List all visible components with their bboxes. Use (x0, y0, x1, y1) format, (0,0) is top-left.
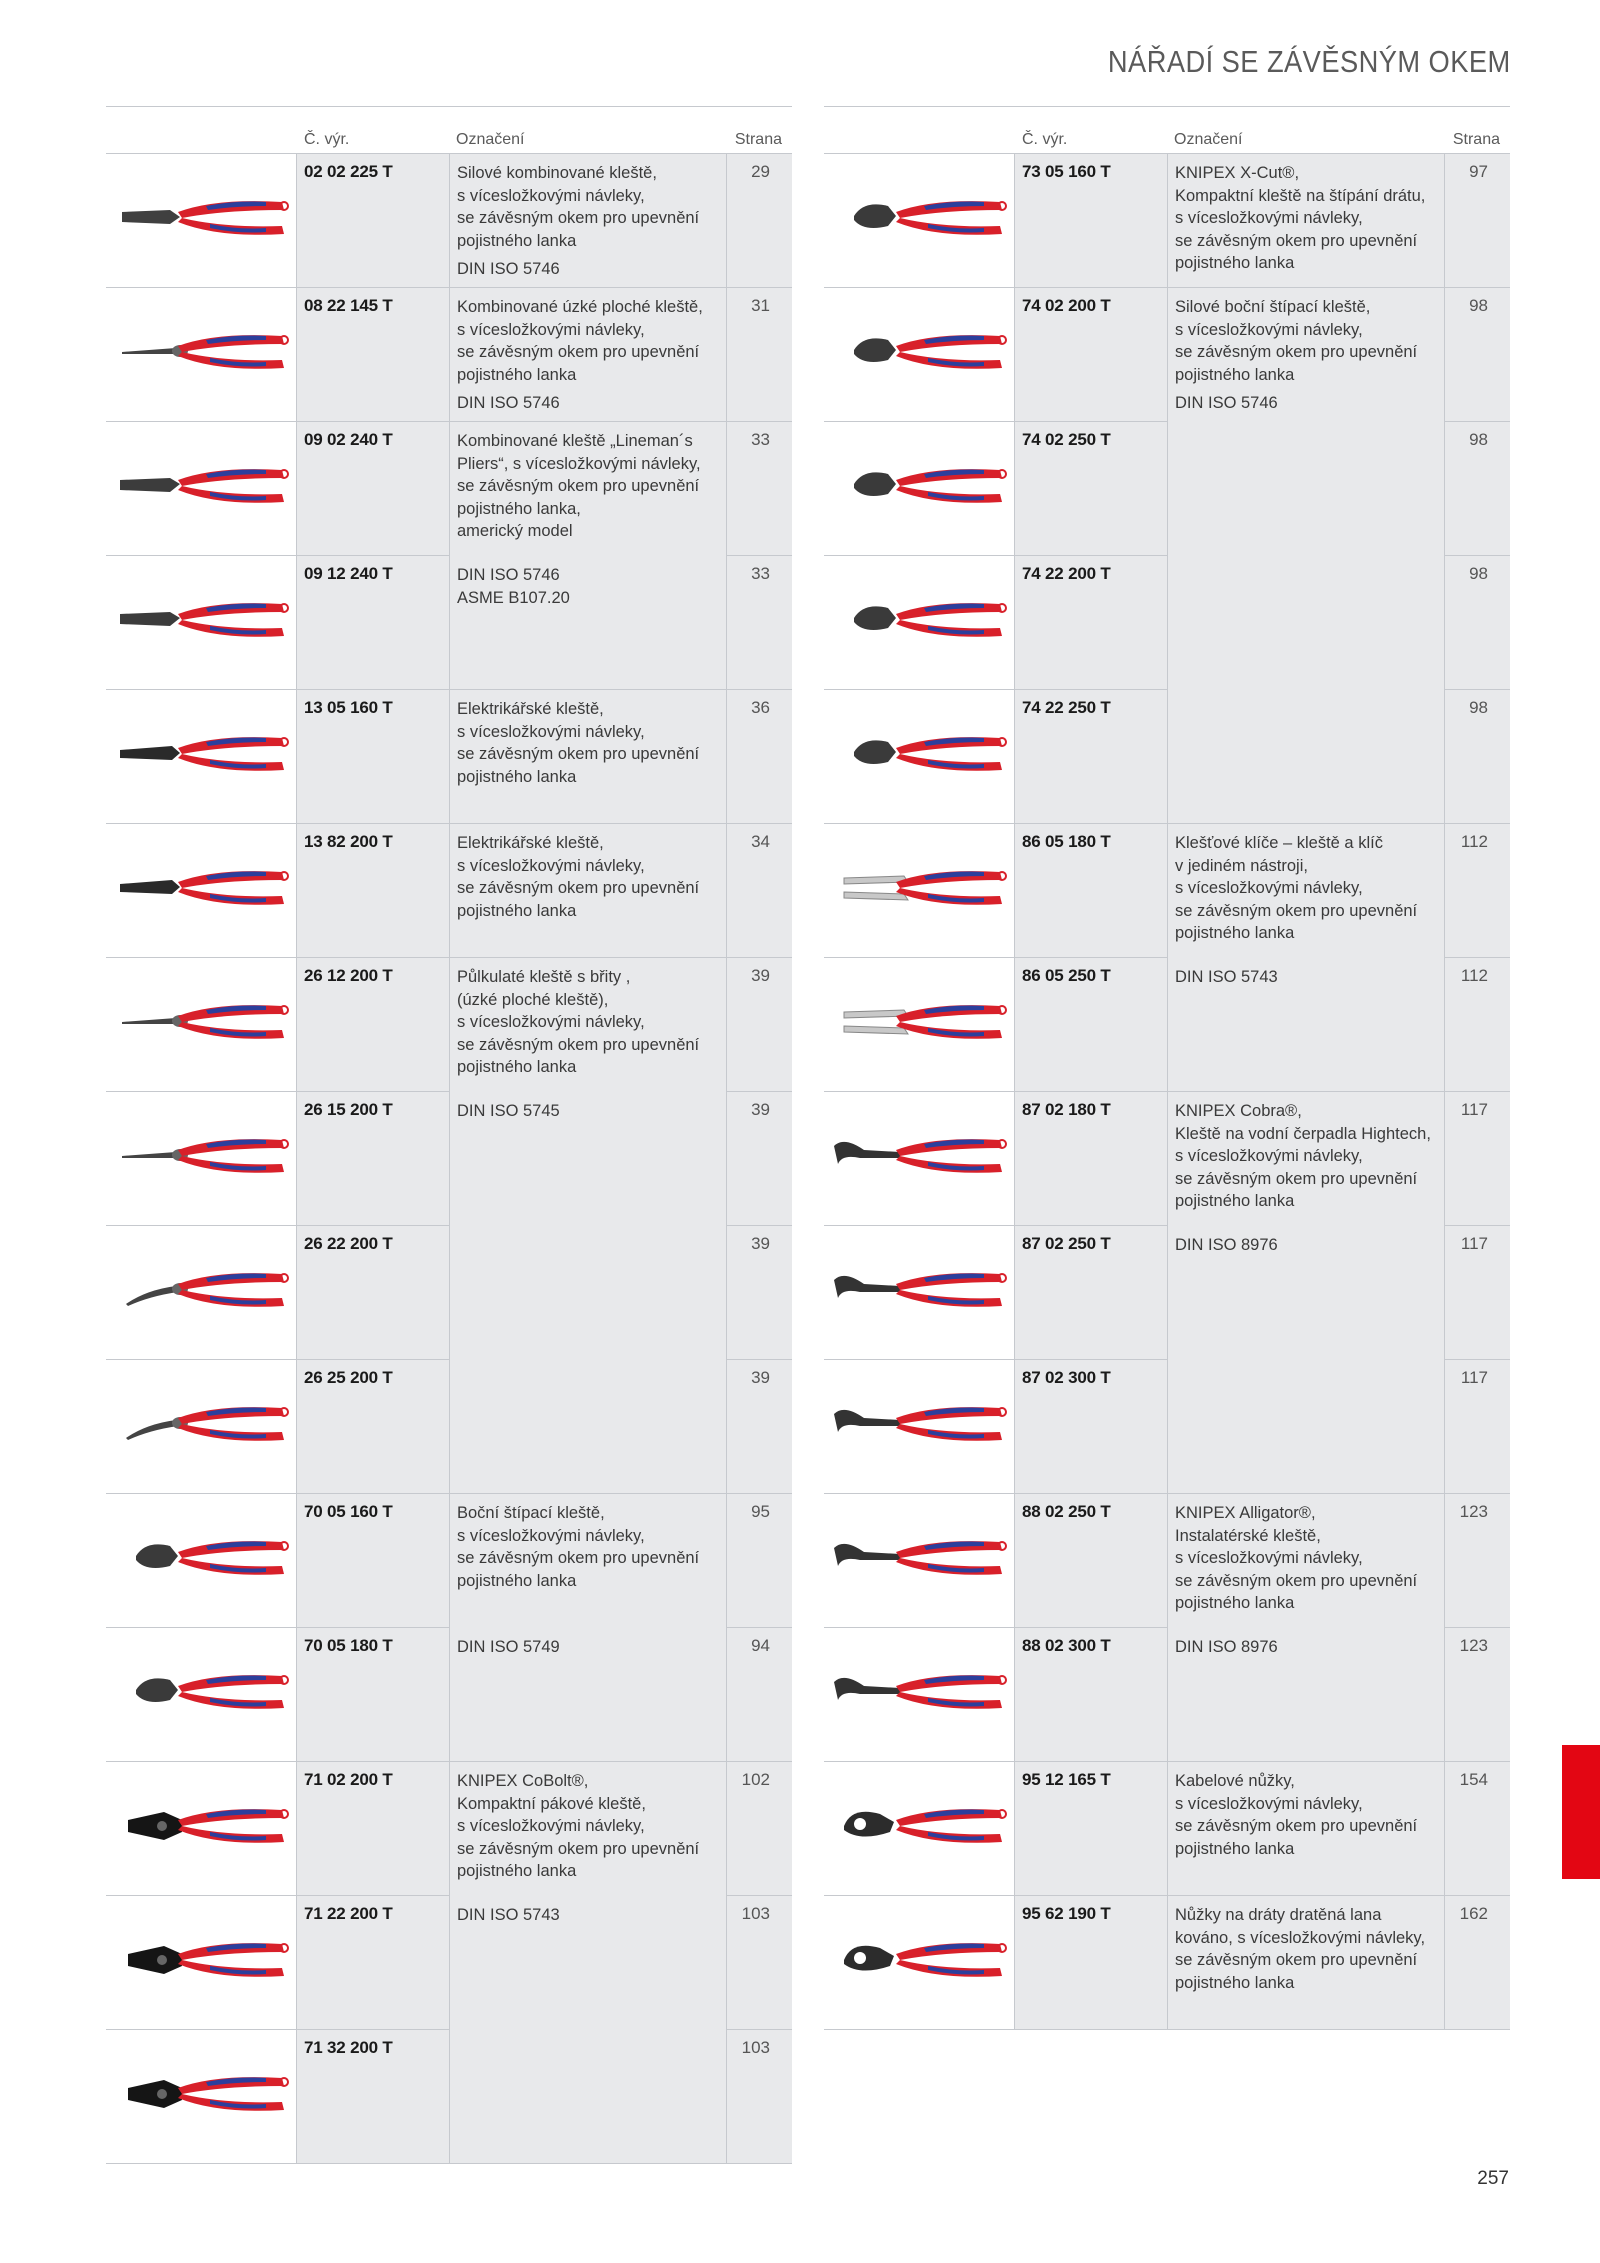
description-line: se závěsným okem pro upevnění (1175, 343, 1418, 361)
norm-standard (457, 1904, 717, 1927)
article-number[interactable]: 71 02 200 T (304, 1770, 393, 1789)
bolt-cutter-icon (106, 1896, 297, 2029)
linemans-pliers-icon (106, 556, 297, 689)
article-cell (297, 824, 450, 957)
article-cell (297, 1226, 450, 1359)
snipe-nose-pliers-icon (106, 1092, 297, 1225)
product-description (1175, 1770, 1435, 1860)
article-number[interactable]: 26 25 200 T (304, 1368, 393, 1387)
merged-cell-joint (1168, 1358, 1444, 1360)
page-ref[interactable]: 33 (751, 564, 770, 583)
page-ref[interactable]: 123 (1459, 1502, 1488, 1521)
description-line: Elektrikářské kleště, (457, 834, 604, 852)
product-description (457, 296, 717, 386)
alligator-pliers-icon (824, 1628, 1015, 1761)
table-row (106, 1226, 792, 1360)
description-line: KNIPEX X-Cut®, (1175, 164, 1300, 182)
article-number[interactable]: 13 05 160 T (304, 698, 393, 717)
norm-standard (457, 564, 717, 609)
article-cell (297, 690, 450, 823)
article-number[interactable]: 26 15 200 T (304, 1100, 393, 1119)
header-article: Č. výr. (304, 131, 350, 148)
product-description (1175, 1904, 1435, 1994)
description-line: Kompaktní kleště na štípání drátu, (1175, 186, 1426, 205)
product-description (1175, 1100, 1435, 1213)
page-ref[interactable]: 94 (751, 1636, 770, 1655)
combination-pliers-icon (106, 154, 297, 287)
page-cell (727, 1360, 792, 1493)
product-description (457, 698, 717, 788)
article-cell (297, 422, 450, 555)
page-ref[interactable]: 31 (751, 296, 770, 315)
article-number[interactable]: 87 02 300 T (1022, 1368, 1111, 1387)
page-number: 257 (1477, 2168, 1509, 2189)
page-ref[interactable]: 162 (1459, 1904, 1488, 1923)
article-cell (297, 288, 450, 421)
article-cell (1015, 1494, 1168, 1627)
description-line: Kabelové nůžky, (1175, 1772, 1295, 1790)
description-line: se závěsným okem pro upevnění (457, 1839, 700, 1858)
article-number[interactable]: 70 05 180 T (304, 1636, 393, 1655)
water-pump-pliers-icon (824, 1092, 1015, 1225)
description-line: KNIPEX Cobra®, (1175, 1102, 1302, 1120)
table-row (106, 1360, 792, 1494)
page-cell (1445, 1226, 1510, 1359)
table-header (824, 107, 1510, 154)
article-cell (297, 1092, 450, 1225)
page-cell (727, 422, 792, 555)
article-number[interactable]: 02 02 225 T (304, 162, 393, 181)
water-pump-pliers-icon (824, 1226, 1015, 1359)
article-number[interactable]: 87 02 250 T (1022, 1234, 1111, 1253)
article-number[interactable]: 26 22 200 T (304, 1234, 393, 1253)
wire-rope-cutter-icon (824, 1896, 1015, 2029)
description-line: pojistného lanka (1175, 924, 1295, 942)
header-name: Označení (1174, 131, 1243, 148)
page-cell (1445, 1762, 1510, 1895)
description-line: se závěsným okem pro upevnění (457, 879, 700, 897)
norm-line: DIN ISO 5746 (457, 566, 560, 584)
product-description (457, 1770, 717, 1883)
article-cell (297, 2030, 450, 2163)
description-line: Kombinované úzké ploché kleště, (457, 298, 703, 316)
description-line: s vícesložkovými návleky, (457, 186, 645, 205)
product-description (457, 966, 717, 1079)
diagonal-cutter-icon (106, 1494, 297, 1627)
x-cut-cutter-icon (824, 154, 1015, 287)
norm-standard (457, 392, 717, 415)
high-leverage-cutter-icon (824, 288, 1015, 421)
product-description (1175, 162, 1435, 275)
description-line: s vícesložkovými návleky, (457, 1526, 645, 1545)
article-number[interactable]: 74 02 250 T (1022, 430, 1111, 449)
page-cell (1445, 154, 1510, 287)
bent-snipe-nose-pliers-icon (106, 1226, 297, 1359)
description-line: s vícesložkovými návleky, (457, 1013, 645, 1031)
article-number[interactable]: 88 02 250 T (1022, 1502, 1111, 1521)
page-cell (1445, 1628, 1510, 1761)
page-cell (727, 1762, 792, 1895)
high-leverage-cutter-icon (824, 690, 1015, 823)
norm-standard (457, 1636, 717, 1659)
article-number[interactable]: 08 22 145 T (304, 296, 393, 315)
table-row (106, 2030, 792, 2164)
description-line: se závěsným okem pro upevnění (1175, 1571, 1418, 1590)
description-line: Pliers“, s vícesložkovými návleky, (457, 454, 701, 473)
description-line: Boční štípací kleště, (457, 1504, 605, 1522)
product-description (457, 1502, 717, 1592)
page-title: NÁŘADÍ SE ZÁVĚSNÝM OKEM (1108, 44, 1511, 79)
article-cell (297, 1360, 450, 1493)
article-cell (1015, 1360, 1168, 1493)
description-line: pojistného lanka (1175, 1839, 1295, 1858)
description-line: kováno, s vícesložkovými návleky, (1175, 1928, 1426, 1947)
description-line: se závěsným okem pro upevnění (457, 343, 700, 361)
product-description (457, 162, 717, 252)
bent-snipe-nose-pliers-icon (106, 1360, 297, 1493)
bolt-cutter-icon (106, 2030, 297, 2163)
description-line: se závěsným okem pro upevnění (457, 477, 700, 495)
norm-standard (1175, 1234, 1435, 1257)
description-cell (450, 1226, 727, 1359)
article-number[interactable]: 71 32 200 T (304, 2038, 393, 2057)
article-cell (1015, 422, 1168, 555)
merged-cell-joint (1168, 420, 1444, 422)
description-line: se závěsným okem pro upevnění (1175, 1169, 1418, 1188)
page-cell (727, 690, 792, 823)
linemans-pliers-icon (106, 422, 297, 555)
page-ref[interactable]: 39 (751, 1100, 770, 1119)
description-line: se závěsným okem pro upevnění (1175, 1951, 1418, 1969)
article-number[interactable]: 74 02 200 T (1022, 296, 1111, 315)
description-line: pojistného lanka (457, 231, 577, 250)
description-line: pojistného lanka (1175, 1192, 1295, 1210)
description-line: se závěsným okem pro upevnění (457, 745, 700, 763)
page-ref[interactable]: 98 (1469, 296, 1488, 315)
description-line: pojistného lanka (1175, 254, 1295, 272)
article-number[interactable]: 87 02 180 T (1022, 1100, 1111, 1119)
page-ref[interactable]: 95 (751, 1502, 770, 1521)
description-line: s vícesložkovými návleky, (1175, 320, 1363, 339)
norm-line: DIN ISO 5745 (457, 1102, 560, 1120)
description-line: pojistného lanka (457, 1862, 577, 1880)
electricians-pliers-icon (106, 690, 297, 823)
page-ref[interactable]: 117 (1460, 1234, 1488, 1253)
article-number[interactable]: 09 12 240 T (304, 564, 393, 583)
norm-standard (457, 258, 717, 281)
article-cell (1015, 824, 1168, 957)
merged-cell-joint (1168, 554, 1444, 556)
article-cell (1015, 958, 1168, 1091)
product-table-right (824, 106, 1510, 2030)
merged-cell-joint (450, 1224, 726, 1226)
page-ref[interactable]: 39 (751, 1234, 770, 1253)
norm-standard (1175, 392, 1435, 415)
article-number[interactable]: 95 62 190 T (1022, 1904, 1111, 1923)
description-line: Půlkulaté kleště s břity , (457, 968, 631, 986)
cable-shears-icon (824, 1762, 1015, 1895)
norm-line: DIN ISO 5746 (457, 260, 560, 278)
article-cell (1015, 556, 1168, 689)
article-cell (1015, 1226, 1168, 1359)
norm-line: DIN ISO 5743 (457, 1906, 560, 1924)
page-ref[interactable]: 117 (1460, 1368, 1488, 1387)
description-line: pojistného lanka (457, 1571, 577, 1590)
description-cell (1168, 690, 1445, 823)
article-cell (1015, 1092, 1168, 1225)
page-cell (1445, 556, 1510, 689)
table-row (824, 690, 1510, 824)
article-number[interactable]: 74 22 200 T (1022, 564, 1111, 583)
description-line: pojistného lanka (457, 365, 577, 384)
description-cell (450, 1360, 727, 1493)
description-line: KNIPEX Alligator®, (1175, 1504, 1316, 1522)
high-leverage-cutter-icon (824, 422, 1015, 555)
description-cell (450, 2030, 727, 2163)
description-line: s vícesložkovými návleky, (457, 856, 645, 875)
page-ref[interactable]: 97 (1469, 162, 1488, 181)
page-ref[interactable]: 98 (1469, 564, 1488, 583)
page-ref[interactable]: 29 (751, 162, 770, 181)
article-cell (1015, 690, 1168, 823)
page-cell (1445, 824, 1510, 957)
page-ref[interactable]: 98 (1469, 698, 1488, 717)
section-tab[interactable] (1562, 1745, 1600, 1879)
merged-cell-joint (450, 554, 726, 556)
page-ref[interactable]: 39 (751, 966, 770, 985)
description-cell (1168, 422, 1445, 555)
description-line: pojistného lanka (1175, 1594, 1295, 1612)
article-cell (297, 1494, 450, 1627)
page-ref[interactable]: 36 (751, 698, 770, 717)
article-cell (297, 556, 450, 689)
page-cell (1445, 958, 1510, 1091)
page-cell (1445, 1092, 1510, 1225)
description-line: s vícesložkovými návleky, (1175, 879, 1363, 897)
product-description (457, 832, 717, 922)
header-article: Č. výr. (1022, 131, 1068, 148)
page-cell (727, 288, 792, 421)
page-cell (727, 1628, 792, 1761)
table-row (824, 422, 1510, 556)
article-cell (297, 1762, 450, 1895)
page-cell (1445, 1360, 1510, 1493)
table-row (824, 556, 1510, 690)
article-number[interactable]: 13 82 200 T (304, 832, 393, 851)
high-leverage-cutter-icon (824, 556, 1015, 689)
description-line: Kombinované kleště „Lineman´s (457, 432, 693, 450)
norm-standard (1175, 1636, 1435, 1659)
page-ref[interactable]: 154 (1459, 1770, 1488, 1789)
diagonal-cutter-icon (106, 1628, 297, 1761)
merged-cell-joint (450, 1090, 726, 1092)
description-line: Silové kombinované kleště, (457, 164, 657, 182)
description-line: se závěsným okem pro upevnění (1175, 1817, 1418, 1835)
norm-line: DIN ISO 5743 (1175, 968, 1278, 986)
description-line: se závěsným okem pro upevnění (1175, 901, 1418, 920)
page-cell (1445, 690, 1510, 823)
article-number[interactable]: 71 22 200 T (304, 1904, 393, 1923)
description-line: pojistného lanka (1175, 1973, 1295, 1992)
table-header (106, 107, 792, 154)
article-number[interactable]: 86 05 180 T (1022, 832, 1111, 851)
page-ref[interactable]: 103 (741, 2038, 770, 2057)
merged-cell-joint (1168, 688, 1444, 690)
norm-standard (457, 1100, 717, 1123)
article-number[interactable]: 95 12 165 T (1022, 1770, 1111, 1789)
description-line: s vícesložkovými návleky, (457, 1817, 645, 1835)
article-cell (1015, 288, 1168, 421)
merged-cell-joint (450, 1358, 726, 1360)
pliers-wrench-icon (824, 824, 1015, 957)
description-line: pojistného lanka, (457, 499, 581, 518)
merged-cell-joint (450, 1894, 726, 1896)
alligator-pliers-icon (824, 1494, 1015, 1627)
page-ref[interactable]: 117 (1460, 1100, 1488, 1119)
article-cell (297, 958, 450, 1091)
description-line: Kleště na vodní čerpadla Hightech, (1175, 1124, 1431, 1143)
page-cell (727, 824, 792, 957)
description-cell (1168, 1360, 1445, 1493)
merged-cell-joint (450, 2028, 726, 2030)
page-cell (727, 1092, 792, 1225)
description-line: Instalatérské kleště, (1175, 1526, 1321, 1545)
article-number[interactable]: 70 05 160 T (304, 1502, 393, 1521)
article-number[interactable]: 73 05 160 T (1022, 162, 1111, 181)
page-ref[interactable]: 103 (741, 1904, 770, 1923)
article-number[interactable]: 74 22 250 T (1022, 698, 1111, 717)
description-line: s vícesložkovými návleky, (1175, 1147, 1363, 1165)
norm-line: DIN ISO 8976 (1175, 1638, 1278, 1656)
page-ref[interactable]: 98 (1469, 430, 1488, 449)
description-line: Nůžky na dráty dratěná lana (1175, 1906, 1382, 1924)
description-line: pojistného lanka (1175, 365, 1295, 384)
page-cell (727, 1494, 792, 1627)
page-ref[interactable]: 112 (1460, 966, 1488, 985)
table-row (824, 1360, 1510, 1494)
description-line: s vícesložkovými návleky, (1175, 209, 1363, 227)
merged-cell-joint (1168, 1224, 1444, 1226)
description-line: (úzké ploché kleště), (457, 990, 609, 1009)
page-cell (727, 958, 792, 1091)
merged-cell-joint (1168, 956, 1444, 958)
article-cell (1015, 1896, 1168, 2029)
article-number[interactable]: 09 02 240 T (304, 430, 393, 449)
article-cell (297, 1896, 450, 2029)
merged-cell-joint (450, 1626, 726, 1628)
norm-line: DIN ISO 5746 (457, 394, 560, 412)
page-cell (1445, 422, 1510, 555)
bolt-cutter-icon (106, 1762, 297, 1895)
description-line: pojistného lanka (457, 1058, 577, 1076)
description-line: s vícesložkovými návleky, (1175, 1549, 1363, 1567)
page-cell (727, 556, 792, 689)
description-cell (1168, 556, 1445, 689)
article-number[interactable]: 86 05 250 T (1022, 966, 1111, 985)
page-ref[interactable]: 34 (751, 832, 770, 851)
page-cell (727, 1896, 792, 2029)
description-line: Silové boční štípací kleště, (1175, 298, 1371, 316)
article-number[interactable]: 88 02 300 T (1022, 1636, 1111, 1655)
description-line: se závěsným okem pro upevnění (457, 209, 700, 227)
description-line: pojistného lanka (457, 767, 577, 786)
merged-cell-joint (1168, 1626, 1444, 1628)
description-line: s vícesložkovými návleky, (457, 722, 645, 741)
page-ref[interactable]: 102 (741, 1770, 770, 1789)
header-page: Strana (1452, 131, 1500, 148)
page-ref[interactable]: 39 (751, 1368, 770, 1387)
description-line: americký model (457, 522, 573, 540)
article-cell (1015, 1628, 1168, 1761)
product-description (457, 430, 717, 543)
norm-line: DIN ISO 8976 (1175, 1236, 1278, 1254)
snipe-nose-pliers-icon (106, 958, 297, 1091)
article-number[interactable]: 26 12 200 T (304, 966, 393, 985)
description-line: Kompaktní pákové kleště, (457, 1794, 646, 1813)
electricians-pliers-icon (106, 824, 297, 957)
page-ref[interactable]: 112 (1460, 832, 1488, 851)
description-line: se závěsným okem pro upevnění (1175, 231, 1418, 250)
needle-combination-pliers-icon (106, 288, 297, 421)
article-cell (297, 1628, 450, 1761)
norm-line: DIN ISO 5746 (1175, 394, 1278, 412)
article-cell (297, 154, 450, 287)
description-line: se závěsným okem pro upevnění (457, 1549, 700, 1567)
description-line: pojistného lanka (457, 901, 577, 920)
description-line: Elektrikářské kleště, (457, 700, 604, 718)
product-description (1175, 1502, 1435, 1615)
page-ref[interactable]: 123 (1459, 1636, 1488, 1655)
page-cell (727, 154, 792, 287)
page-ref[interactable]: 33 (751, 430, 770, 449)
article-cell (1015, 1762, 1168, 1895)
header-page: Strana (734, 131, 782, 148)
description-line: v jediném nástroji, (1175, 856, 1308, 875)
product-description (1175, 296, 1435, 386)
page-cell (1445, 288, 1510, 421)
page-cell (1445, 1896, 1510, 2029)
description-line: Klešťové klíče – kleště a klíč (1175, 834, 1383, 852)
page-cell (727, 2030, 792, 2163)
page-cell (727, 1226, 792, 1359)
description-line: s vícesložkovými návleky, (1175, 1794, 1363, 1813)
norm-line: ASME B107.20 (457, 588, 570, 607)
description-line: s vícesložkovými návleky, (457, 320, 645, 339)
product-table-left (106, 106, 792, 2164)
description-line: KNIPEX CoBolt®, (457, 1772, 589, 1790)
description-line: se závěsným okem pro upevnění (457, 1035, 700, 1054)
product-description (1175, 832, 1435, 945)
header-name: Označení (456, 131, 525, 148)
water-pump-pliers-icon (824, 1360, 1015, 1493)
norm-line: DIN ISO 5749 (457, 1638, 560, 1656)
article-cell (1015, 154, 1168, 287)
norm-standard (1175, 966, 1435, 989)
pliers-wrench-icon (824, 958, 1015, 1091)
page-cell (1445, 1494, 1510, 1627)
